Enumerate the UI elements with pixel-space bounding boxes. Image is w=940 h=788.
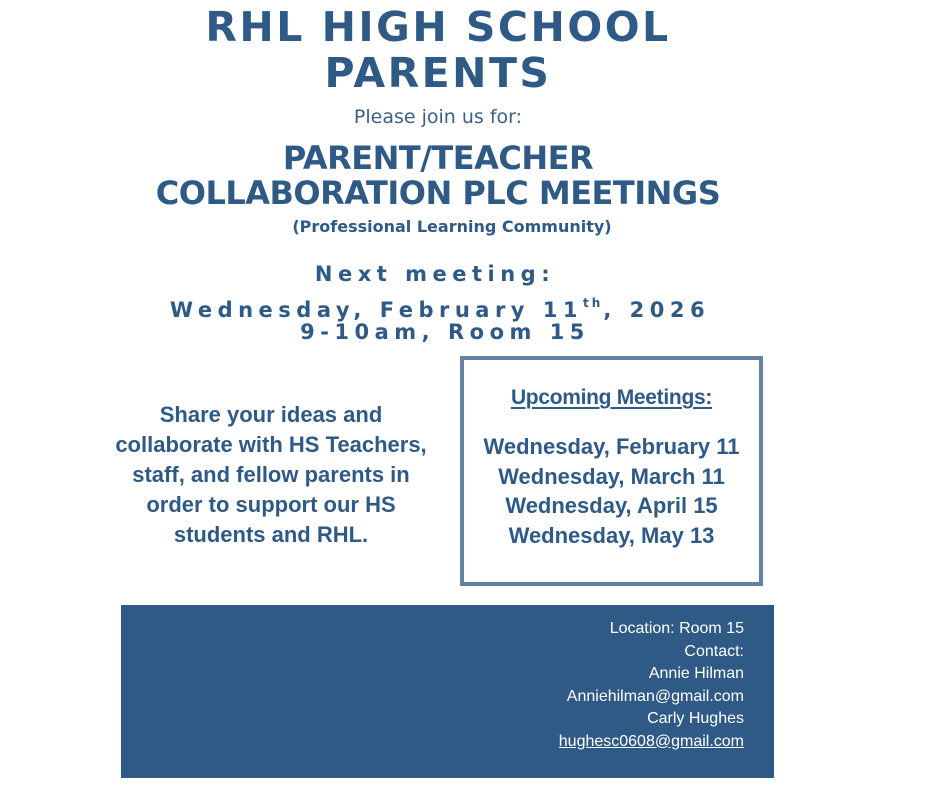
contact-2-name: Carly Hughes (647, 710, 744, 727)
contact-info (559, 618, 744, 753)
event-title-line-1: PARENT/TEACHER (282, 139, 594, 177)
description-line: staff, and fellow parents in (132, 462, 410, 487)
next-meeting-label: Next meeting: (314, 262, 556, 286)
description-text (100, 400, 442, 550)
description-line: students and RHL. (173, 522, 369, 547)
event-title-line-2: COLLABORATION PLC MEETINGS (155, 174, 721, 212)
location-text: Location: Room 15 (609, 620, 744, 637)
title-line-2: PARENTS (324, 49, 552, 97)
description-line: order to support our HS (146, 492, 396, 517)
upcoming-meetings-list (464, 432, 759, 550)
description-line: collaborate with HS Teachers, (115, 432, 427, 457)
event-subtitle: (Professional Learning Community) (292, 217, 612, 236)
meeting-item: Wednesday, February 11 (483, 434, 740, 459)
meeting-item: Wednesday, April 15 (505, 493, 718, 518)
next-meeting-date-ordinal: th (583, 296, 604, 310)
upcoming-meetings-box (460, 356, 763, 586)
next-meeting-time-place: 9-10am, Room 15 (300, 320, 590, 344)
contact-1-name: Annie Hilman (648, 665, 744, 682)
meeting-item: Wednesday, May 13 (508, 522, 715, 548)
title-line-1: RHL HIGH SCHOOL (205, 3, 671, 51)
contact-panel (121, 605, 774, 778)
invite-text: Please join us for: (353, 106, 523, 128)
contact-2-email-link[interactable]: hughesc0608@gmail.com (558, 732, 744, 750)
next-meeting-date-year: , 2026 (603, 298, 711, 322)
contact-1-email: Anniehilman@gmail.com (566, 687, 744, 705)
description-line: Share your ideas and (159, 402, 383, 427)
meeting-item: Wednesday, March 11 (498, 463, 725, 489)
upcoming-meetings-heading: Upcoming Meetings: (510, 386, 713, 409)
next-meeting-date-main: Wednesday, February 11 (169, 298, 584, 322)
contact-label: Contact: (684, 642, 744, 660)
